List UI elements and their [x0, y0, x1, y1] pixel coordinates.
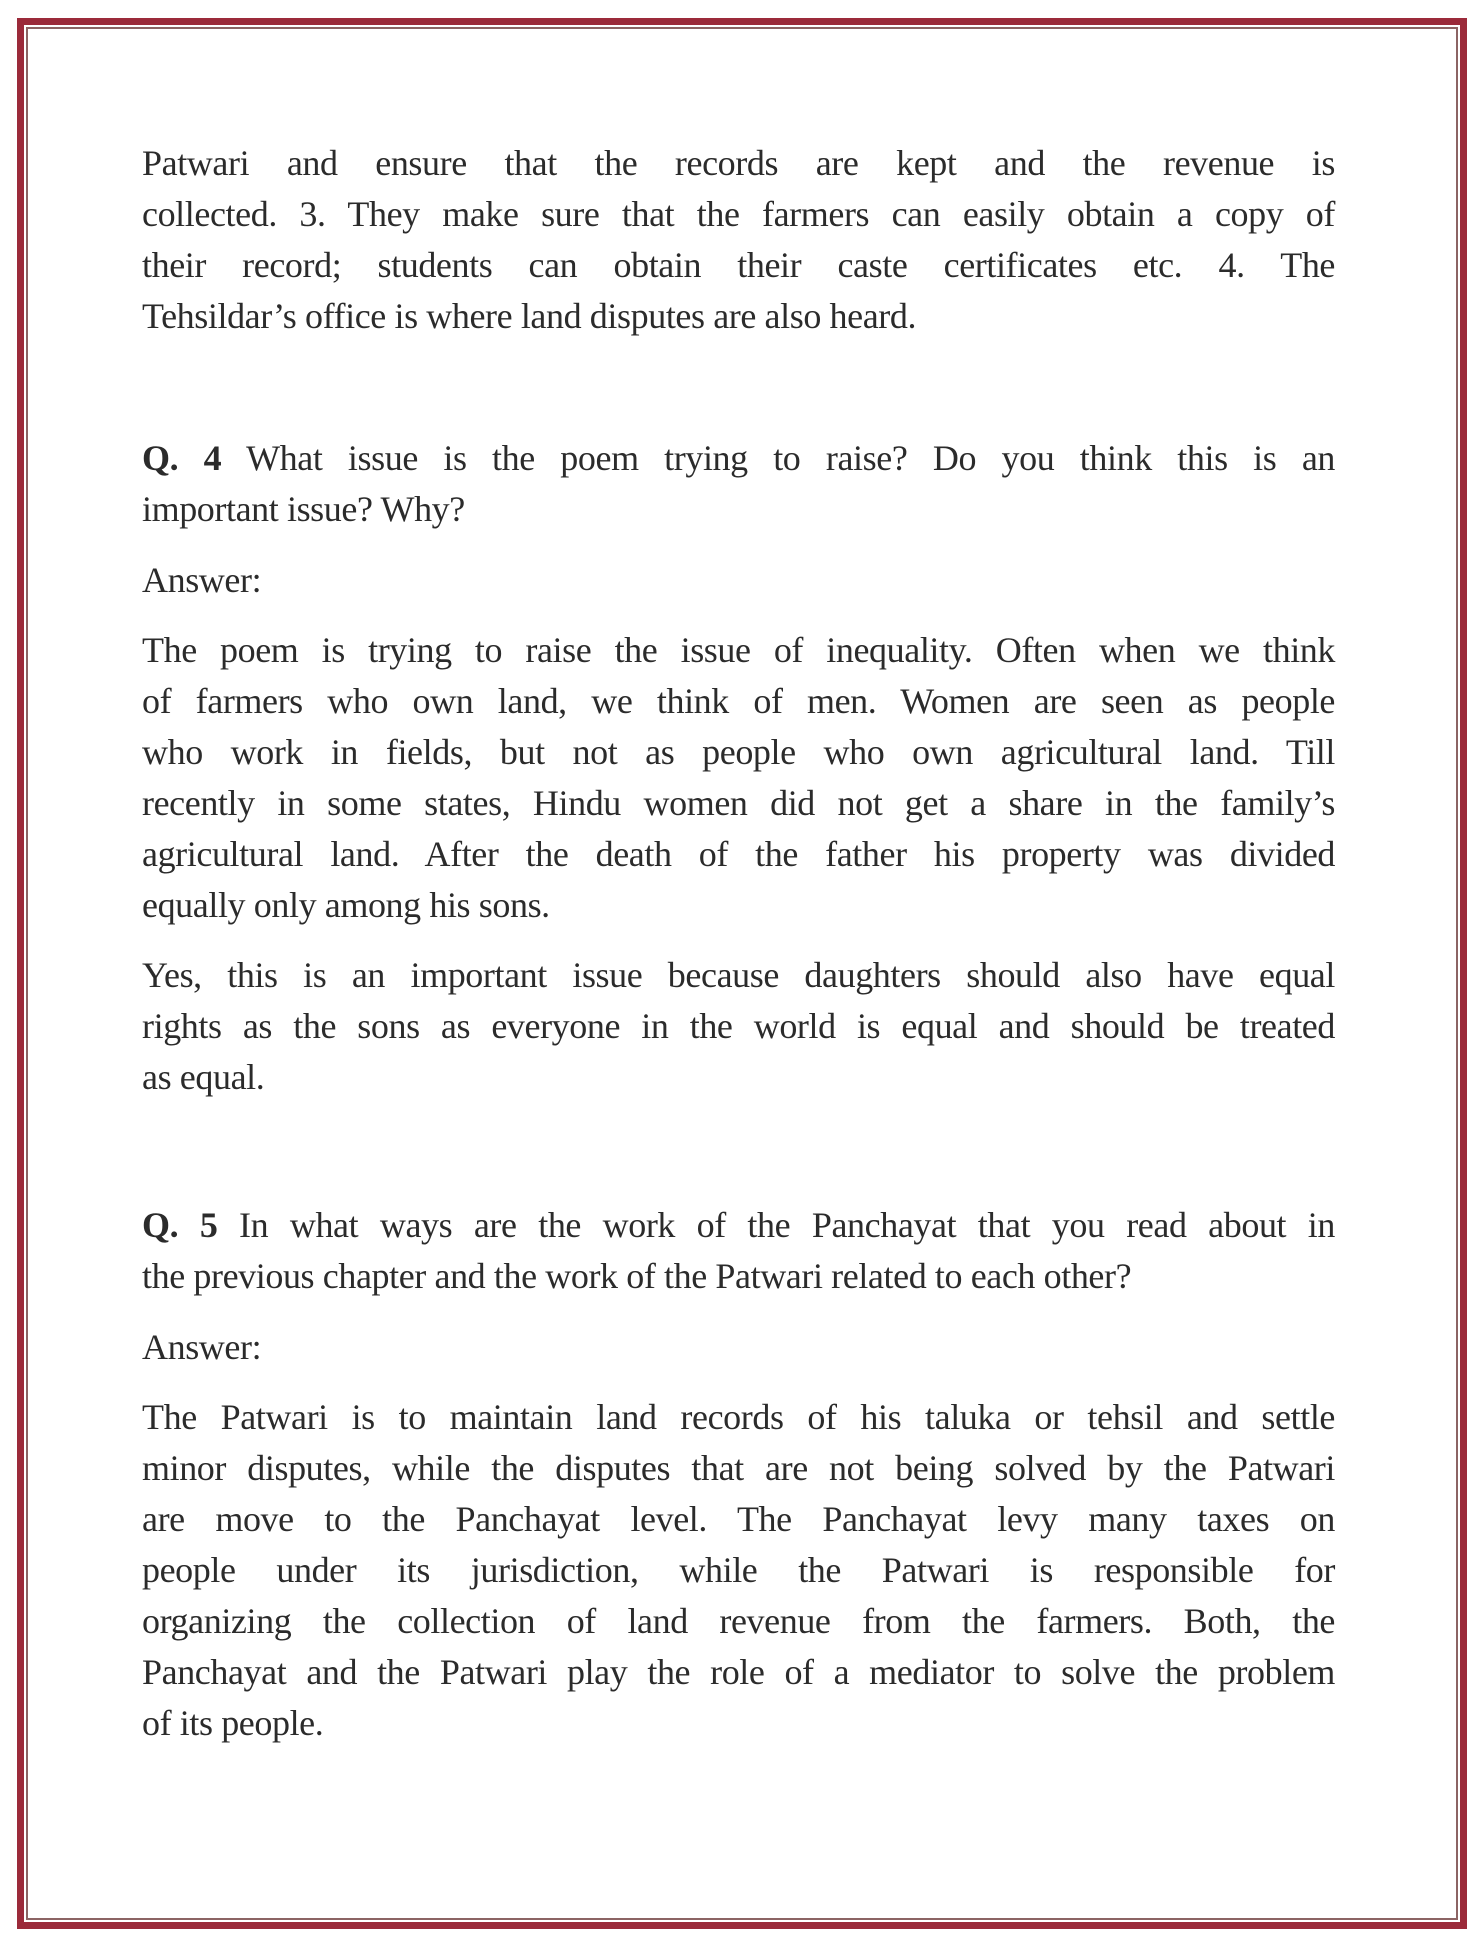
- text-line: who work in fields, but not as people who own agricultural land. Till: [142, 732, 1335, 772]
- text-line: organizing the collection of land revenue from the farmers. Both, the: [142, 1601, 1335, 1641]
- continuation-paragraph: [142, 138, 1335, 342]
- text-line: minor disputes, while the disputes that are not being solved by the Patwari: [142, 1448, 1335, 1488]
- answer-label: Answer:: [142, 1327, 262, 1367]
- text-line: people under its jurisdiction, while the Patwari is responsible for: [142, 1550, 1335, 1590]
- text-line: rights as the sons as everyone in the world is equal and should be treated: [142, 1006, 1335, 1046]
- text-line: of farmers who own land, we think of men. Women are seen as people: [142, 681, 1335, 721]
- answer-label: Answer:: [142, 560, 262, 600]
- question-line: [142, 433, 1335, 484]
- answer-label-5: [142, 1322, 1335, 1373]
- question-text: In what ways are the work of the Panchayat that you read about in: [217, 1205, 1335, 1245]
- question-text: What issue is the poem trying to raise? Do you think this is an: [221, 438, 1336, 478]
- text-line: of its people.: [142, 1703, 324, 1743]
- text-line: recently in some states, Hindu women did not get a share in the family’s: [142, 783, 1335, 823]
- question-number: Q. 4: [142, 438, 222, 478]
- text-line: The poem is trying to raise the issue of inequality. Often when we think: [142, 630, 1335, 670]
- question-line: the previous chapter and the work of the Patwari related to each other?: [142, 1256, 1132, 1296]
- answer-5-paragraph: [142, 1392, 1335, 1749]
- text-line: Patwari and ensure that the records are kept and the revenue is: [142, 143, 1335, 183]
- question-4: [142, 433, 1335, 535]
- text-line: collected. 3. They make sure that the farmers can easily obtain a copy of: [142, 194, 1335, 234]
- question-number: Q. 5: [142, 1205, 218, 1245]
- question-5: [142, 1200, 1335, 1302]
- text-line: Panchayat and the Patwari play the role of a mediator to solve the problem: [142, 1652, 1335, 1692]
- text-line: Yes, this is an important issue because daughters should also have equal: [142, 955, 1335, 995]
- text-line: their record; students can obtain their caste certificates etc. 4. The: [142, 245, 1335, 285]
- answer-4-paragraph-2: [142, 950, 1335, 1103]
- answer-label-4: [142, 555, 1335, 606]
- text-line: The Patwari is to maintain land records of his taluka or tehsil and settle: [142, 1397, 1335, 1437]
- question-line: [142, 1200, 1335, 1251]
- text-line: as equal.: [142, 1057, 265, 1097]
- text-line: agricultural land. After the death of the father his property was divided: [142, 834, 1335, 874]
- answer-4-paragraph-1: [142, 625, 1335, 931]
- text-line: Tehsildar’s office is where land disputes are also heard.: [142, 296, 917, 336]
- text-line: are move to the Panchayat level. The Panchayat levy many taxes on: [142, 1499, 1335, 1539]
- question-line: important issue? Why?: [142, 489, 465, 529]
- text-line: equally only among his sons.: [142, 885, 550, 925]
